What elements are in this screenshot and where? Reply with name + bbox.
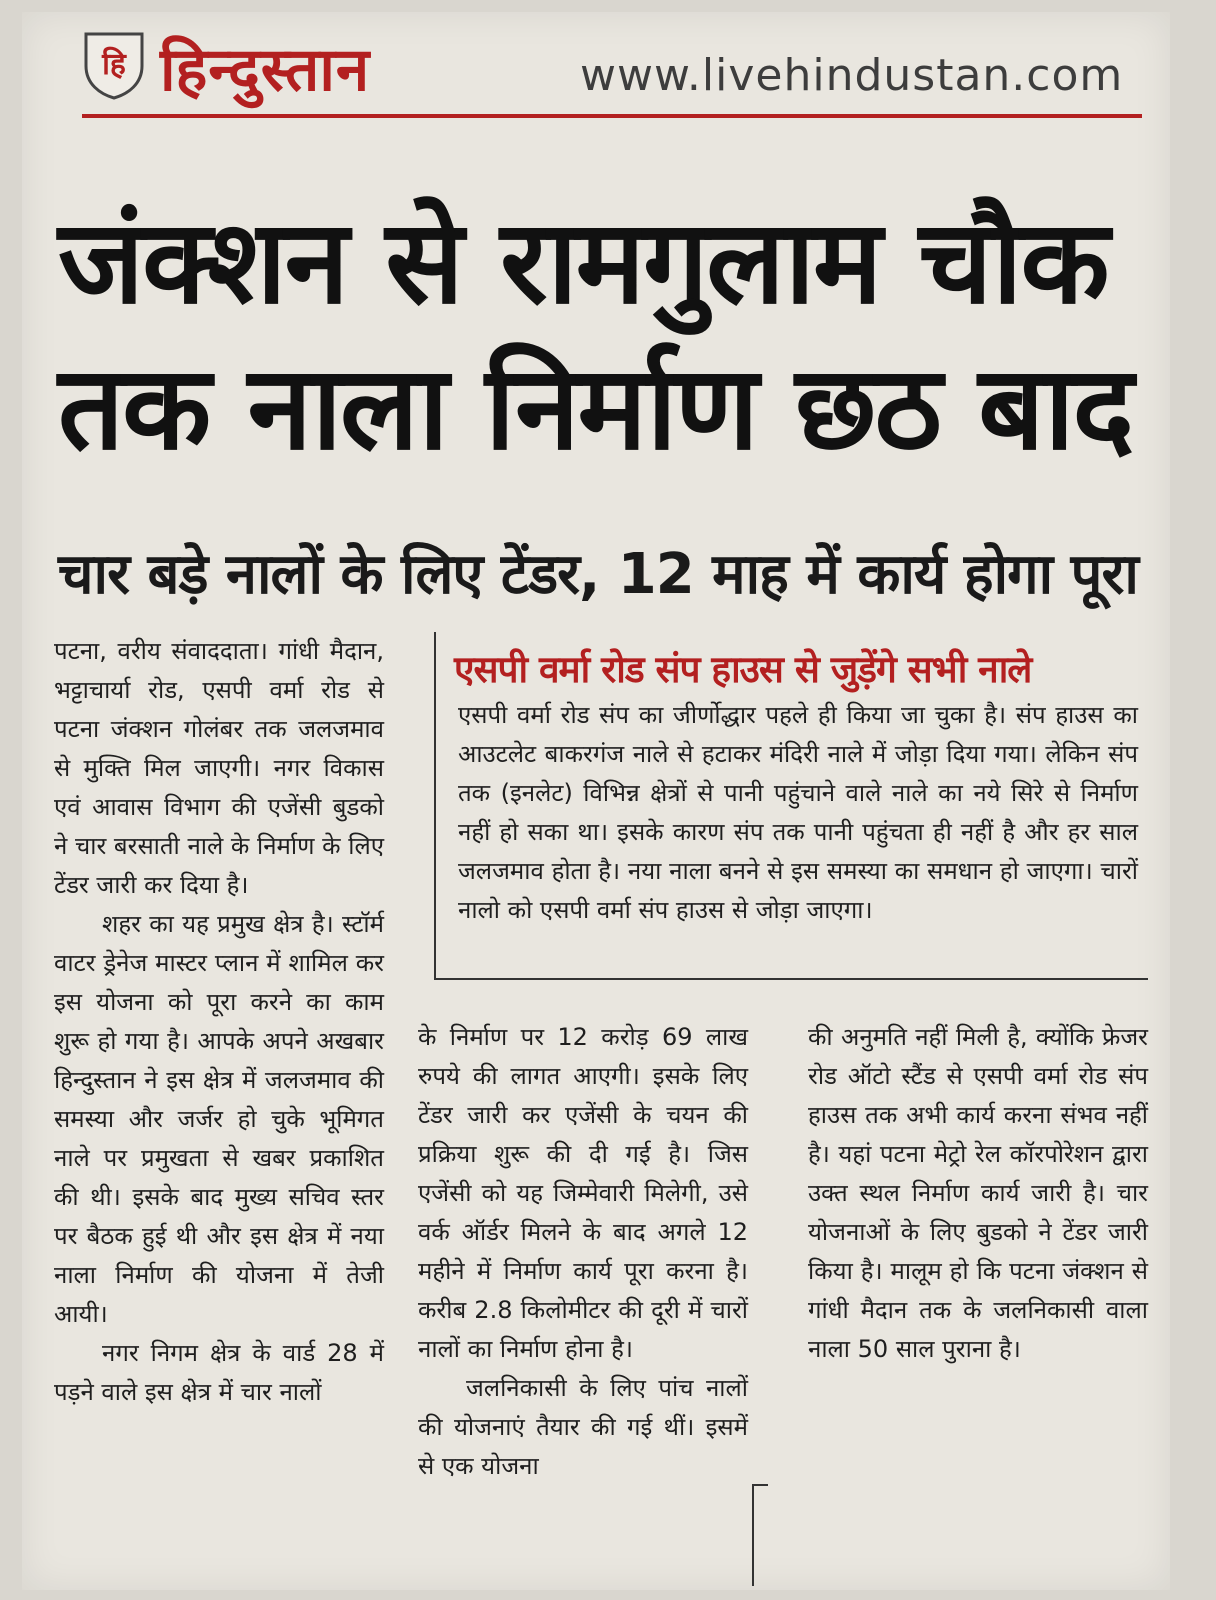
headline (58, 190, 1148, 482)
masthead-rule (82, 114, 1142, 118)
sidebar-box-title: एसपी वर्मा रोड संप हाउस से जुड़ेंगे सभी नाले (454, 648, 1032, 691)
headline-line-2: तक नाला निर्माण छठ बाद (58, 341, 1133, 476)
shield-logo-icon (82, 30, 146, 100)
paragraph: जलनिकासी के लिए पांच नालों की योजनाएं तैयार की गई थीं। इसमें से एक योजना (418, 1374, 748, 1480)
subheadline: चार बड़े नालों के लिए टेंडर, 12 माह में कार्य होगा पूरा (58, 542, 1138, 607)
paragraph: शहर का यह प्रमुख क्षेत्र है। स्टॉर्म वाटर ड्रेनेज मास्टर प्लान में शामिल कर इस योजना को पूरा करने का काम शुरू हो गया है। आपके अपने अखबार हिन्दुस्तान ने इस क्षेत्र में जलजमाव की समस्या और जर्जर हो चुके भूमिगत नाले पर प्रमुखता से खबर प्रकाशित की थी। इसके बाद मुख्य सचिव स्तर पर बैठक हुई थी और इस क्षेत्र में नया नाला निर्माण की योजना में तेजी आयी। (54, 910, 384, 1328)
sidebar-box (434, 632, 1148, 980)
masthead (60, 14, 1150, 106)
article-column-3 (808, 1018, 1148, 1369)
paragraph: नगर निगम क्षेत्र के वार्ड 28 में पड़ने वाले इस क्षेत्र में चार नालों (54, 1339, 384, 1406)
svg-text:हि: हि (102, 47, 126, 82)
paragraph: पटना, वरीय संवाददाता। गांधी मैदान, भट्टाचार्या रोड, एसपी वर्मा रोड से पटना जंक्शन गोलंबर तक जलजमाव से मुक्ति मिल जाएगी। नगर विकास एवं आवास विभाग की एजेंसी बुडको ने चार बरसाती नाले के निर्माण के लिए टेंडर जारी कर दिया है। (54, 637, 384, 899)
paragraph: की अनुमति नहीं मिली है, क्योंकि फ्रेजर रोड ऑटो स्टैंड से एसपी वर्मा रोड संप हाउस तक अभी कार्य करना संभव नहीं है। यहां पटना मेट्रो रेल कॉरपोरेशन द्वारा उक्त स्थल निर्माण कार्य जारी है। चार योजनाओं के लिए बुडको ने टेंडर जारी किया है। मालूम हो कि पटना जंक्शन से गांधी मैदान तक के जलनिकासी वाला नाला 50 साल पुराना है। (808, 1023, 1148, 1363)
brand-url: www.livehindustan.com (580, 50, 1124, 101)
continuation-bracket (752, 1484, 768, 1586)
article-column-2 (418, 1018, 748, 1486)
sidebar-box-body: एसपी वर्मा रोड संप का जीर्णोद्धार पहले ही किया जा चुका है। संप हाउस का आउटलेट बाकरगंज नाले से हटाकर मंदिरी नाले में जोड़ा दिया गया। लेकिन संप तक (इनलेट) विभिन्न क्षेत्रों से पानी पहुंचाने वाले नाले का नये सिरे से निर्माण नहीं हो सका था। इसके कारण संप तक पानी पहुंचता ही नहीं है और हर साल जलजमाव होता है। नया नाला बनने से इस समस्या का समधान हो जाएगा। चारों नालो को एसपी वर्मा संप हाउस से जोड़ा जाएगा। (458, 701, 1138, 924)
article-column-1 (54, 632, 384, 1412)
headline-line-1: जंक्शन से रामगुलाम चौक (58, 195, 1108, 330)
brand-name: हिन्दुस्तान (160, 35, 371, 105)
paragraph: के निर्माण पर 12 करोड़ 69 लाख रुपये की लागत आएगी। इसके लिए टेंडर जारी कर एजेंसी के चयन की प्रक्रिया शुरू की दी गई है। जिस एजेंसी को यह जिम्मेवारी मिलेगी, उसे वर्क ऑर्डर मिलने के बाद अगले 12 महीने में निर्माण कार्य पूरा करना है। करीब 2.8 किलोमीटर की दूरी में चारों नालों का निर्माण होना है। (418, 1023, 748, 1363)
